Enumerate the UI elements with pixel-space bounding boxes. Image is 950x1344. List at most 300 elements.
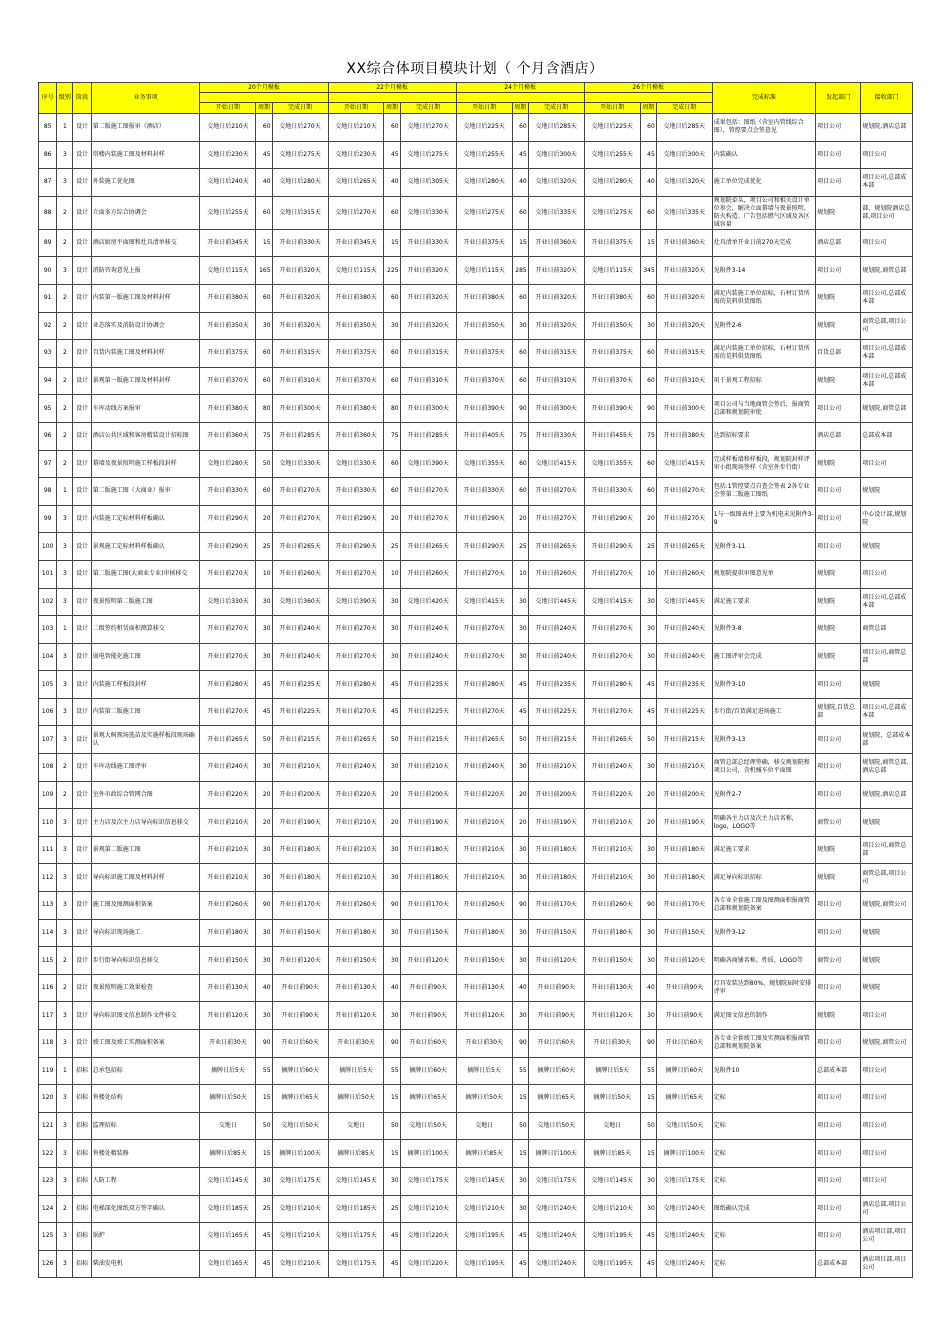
- receiving-dept: 规划院: [861, 974, 913, 1002]
- start-date: 开业日前150天: [200, 947, 256, 975]
- initiating-dept: 规划院,百货总部: [816, 698, 861, 726]
- row-task: 第二版施工图报审（酒店）: [91, 114, 200, 142]
- duration: 30: [640, 1002, 656, 1030]
- duration: 60: [384, 478, 400, 506]
- end-date: 开业日前320天: [656, 284, 712, 312]
- start-date: 开业日前150天: [328, 947, 384, 975]
- duration: 40: [256, 169, 272, 197]
- end-date: 开业日前330天: [272, 229, 328, 257]
- receiving-dept: 项目公司,总部成本部: [861, 169, 913, 197]
- start-date: 开业日前220天: [456, 781, 512, 809]
- end-date: 开业日前210天: [272, 754, 328, 782]
- receiving-dept: 规划院: [861, 671, 913, 699]
- start-date: 交地日后230天: [200, 141, 256, 169]
- end-date: 开业日前235天: [272, 671, 328, 699]
- end-date: 开业日前90天: [656, 974, 712, 1002]
- duration: 30: [384, 864, 400, 892]
- row-level: 1: [57, 1057, 73, 1085]
- start-date: 开业日前130天: [328, 974, 384, 1002]
- receiving-dept: 项目公司: [861, 1167, 913, 1195]
- row-task: 售楼处结构: [91, 1085, 200, 1113]
- duration: 30: [512, 919, 528, 947]
- row-task: 售楼处精装修: [91, 1140, 200, 1168]
- duration: 45: [640, 671, 656, 699]
- duration: 30: [512, 864, 528, 892]
- end-date: 交地日后445天: [656, 588, 712, 616]
- row-stage: 设计: [73, 809, 91, 837]
- end-date: 交地日后175天: [272, 1167, 328, 1195]
- start-date: 开业日前270天: [456, 560, 512, 588]
- row-seq: 114: [39, 919, 57, 947]
- end-date: 开业日前190天: [528, 809, 584, 837]
- start-date: 开业日前270天: [584, 616, 640, 644]
- end-date: 交地日后330天: [272, 450, 328, 478]
- row-seq: 111: [39, 836, 57, 864]
- completion-standard: 满足图文信息的制作: [712, 1002, 815, 1030]
- duration: 30: [512, 643, 528, 671]
- end-date: 开业日前225天: [400, 698, 456, 726]
- row-seq: 119: [39, 1057, 57, 1085]
- start-date: 开业日前120天: [328, 1002, 384, 1030]
- start-date: 交地日后115天: [200, 257, 256, 285]
- row-stage: 设计: [73, 284, 91, 312]
- duration: 25: [640, 533, 656, 561]
- table-row: [39, 809, 913, 837]
- duration: 30: [640, 1167, 656, 1195]
- duration: 30: [640, 947, 656, 975]
- end-date: 开业日前310天: [528, 367, 584, 395]
- row-level: 3: [57, 141, 73, 169]
- start-date: 交地日后240天: [200, 169, 256, 197]
- row-level: 3: [57, 1250, 73, 1278]
- end-date: 开业日前90天: [400, 1002, 456, 1030]
- header-template-26: 26个月模板: [584, 83, 712, 93]
- start-date: 开业日前350天: [584, 312, 640, 340]
- initiating-dept: 规划院: [816, 450, 861, 478]
- duration: 225: [384, 257, 400, 285]
- duration: 30: [640, 312, 656, 340]
- row-stage: 招标: [73, 1140, 91, 1168]
- table-row: [39, 312, 913, 340]
- end-date: 摘牌日后65天: [400, 1085, 456, 1113]
- row-task: 业态落实及消防设计协调会: [91, 312, 200, 340]
- start-date: 开业日前240天: [328, 754, 384, 782]
- row-task: 内装施工定标材料样板确认: [91, 505, 200, 533]
- start-date: 开业日前350天: [328, 312, 384, 340]
- end-date: 开业日前240天: [400, 643, 456, 671]
- duration: 45: [640, 141, 656, 169]
- duration: 45: [256, 671, 272, 699]
- start-date: 开业日前270天: [200, 698, 256, 726]
- receiving-dept: 项目公司: [861, 450, 913, 478]
- end-date: 交地日后285天: [656, 114, 712, 142]
- start-date: 摘牌日后5天: [456, 1057, 512, 1085]
- initiating-dept: 规划院: [816, 643, 861, 671]
- start-date: 开业日前210天: [200, 809, 256, 837]
- completion-standard: 灯具安装达到80%，规划院届时安排评审: [712, 974, 815, 1002]
- table-row: [39, 1085, 913, 1113]
- table-row: [39, 422, 913, 450]
- duration: 45: [384, 671, 400, 699]
- table-row: [39, 141, 913, 169]
- duration: 50: [256, 1112, 272, 1140]
- initiating-dept: 商管公司: [816, 947, 861, 975]
- end-date: 开业日前170天: [656, 892, 712, 920]
- initiating-dept: 项目公司: [816, 1030, 861, 1058]
- duration: 10: [512, 560, 528, 588]
- completion-standard: 见附件3-10: [712, 671, 815, 699]
- end-date: 交地日后175天: [528, 1167, 584, 1195]
- row-task: 内装第二版施工图: [91, 698, 200, 726]
- start-date: 开业日前380天: [456, 284, 512, 312]
- row-stage: 设计: [73, 588, 91, 616]
- end-date: 开业日前150天: [400, 919, 456, 947]
- end-date: 交地日后360天: [272, 588, 328, 616]
- end-date: 开业日前300天: [528, 395, 584, 423]
- end-date: 开业日前190天: [656, 809, 712, 837]
- table-row: [39, 588, 913, 616]
- end-date: 开业日前200天: [528, 781, 584, 809]
- row-level: 2: [57, 422, 73, 450]
- start-date: 交地日后115天: [328, 257, 384, 285]
- receiving-dept: 规划院,商管公司: [861, 892, 913, 920]
- duration: 25: [256, 533, 272, 561]
- row-stage: 设计: [73, 340, 91, 368]
- duration: 20: [512, 505, 528, 533]
- end-date: 交地日后240天: [656, 1250, 712, 1278]
- start-date: 开业日前405天: [456, 422, 512, 450]
- duration: 90: [640, 1030, 656, 1058]
- receiving-dept: 规划院,酒店总部: [861, 114, 913, 142]
- row-stage: 设计: [73, 560, 91, 588]
- start-date: 开业日前260天: [456, 892, 512, 920]
- header-duration: 周期: [512, 103, 528, 114]
- end-date: 开业日前215天: [528, 726, 584, 754]
- end-date: 开业日后60天: [272, 1030, 328, 1058]
- start-date: 开业日前210天: [200, 836, 256, 864]
- initiating-dept: 规划院: [816, 1002, 861, 1030]
- start-date: 开业日前265天: [584, 726, 640, 754]
- row-level: 3: [57, 169, 73, 197]
- duration: 30: [512, 836, 528, 864]
- duration: 30: [384, 1002, 400, 1030]
- row-stage: 招标: [73, 1112, 91, 1140]
- duration: 30: [256, 616, 272, 644]
- row-seq: 88: [39, 196, 57, 229]
- start-date: 开业日前220天: [200, 781, 256, 809]
- initiating-dept: 项目公司: [816, 1167, 861, 1195]
- row-seq: 92: [39, 312, 57, 340]
- row-stage: 设计: [73, 229, 91, 257]
- duration: 50: [256, 726, 272, 754]
- completion-standard: 定标: [712, 1140, 815, 1168]
- row-seq: 98: [39, 478, 57, 506]
- start-date: 交地日后115天: [456, 257, 512, 285]
- end-date: 摘牌日后65天: [528, 1085, 584, 1113]
- duration: 50: [512, 1112, 528, 1140]
- duration: 45: [640, 698, 656, 726]
- start-date: 开业日前260天: [200, 892, 256, 920]
- end-date: 开业日前180天: [656, 836, 712, 864]
- start-date: 开业日前290天: [200, 533, 256, 561]
- duration: 40: [640, 974, 656, 1002]
- receiving-dept: 项目公司,总部成本部: [861, 588, 913, 616]
- start-date: 交地日后415天: [456, 588, 512, 616]
- row-seq: 108: [39, 754, 57, 782]
- row-stage: 招标: [73, 1085, 91, 1113]
- row-level: 2: [57, 1195, 73, 1223]
- start-date: 开业日前370天: [328, 367, 384, 395]
- duration: 10: [384, 560, 400, 588]
- receiving-dept: 规划院: [861, 809, 913, 837]
- table-row: [39, 229, 913, 257]
- start-date: 开业日前360天: [328, 422, 384, 450]
- row-seq: 101: [39, 560, 57, 588]
- start-date: 开业日前210天: [328, 836, 384, 864]
- start-date: 摘牌日后50天: [328, 1085, 384, 1113]
- end-date: 开业日前265天: [400, 533, 456, 561]
- row-task: 导向标识现场施工: [91, 919, 200, 947]
- completion-standard: 各专业全套竣工图及实测面积报商管总部和规划院备案: [712, 1030, 815, 1058]
- receiving-dept: 酒店项目部,项目公司: [861, 1223, 913, 1251]
- duration: 15: [512, 1085, 528, 1113]
- table-row: [39, 1002, 913, 1030]
- start-date: 交地日后270天: [328, 196, 384, 229]
- completion-standard: 施工单位完成优化: [712, 169, 815, 197]
- table-row: [39, 284, 913, 312]
- end-date: 开业日前200天: [656, 781, 712, 809]
- duration: 60: [256, 196, 272, 229]
- duration: 20: [384, 505, 400, 533]
- end-date: 开业日前260天: [400, 560, 456, 588]
- row-stage: 设计: [73, 974, 91, 1002]
- completion-standard: 定标: [712, 1085, 815, 1113]
- row-stage: 设计: [73, 947, 91, 975]
- start-date: 开业日前265天: [328, 726, 384, 754]
- start-date: 开业日前380天: [328, 395, 384, 423]
- row-level: 3: [57, 1112, 73, 1140]
- end-date: 交地日后270天: [272, 114, 328, 142]
- receiving-dept: 规划院,商管总部,酒店总部: [861, 754, 913, 782]
- duration: 30: [640, 864, 656, 892]
- start-date: 交地日后145天: [456, 1167, 512, 1195]
- table-row: [39, 1250, 913, 1278]
- completion-standard: 规划院牵头，项目公司和相关设计单位参会，解决立面幕墙与夜景照明、防火构造、广告包括燃气区域及各区域容量: [712, 196, 815, 229]
- row-level: 3: [57, 809, 73, 837]
- duration: 90: [384, 892, 400, 920]
- end-date: 开业日前210天: [656, 754, 712, 782]
- row-stage: 设计: [73, 367, 91, 395]
- start-date: 交地日后210天: [584, 1195, 640, 1223]
- header-duration: 周期: [256, 103, 272, 114]
- row-level: 3: [57, 1002, 73, 1030]
- header-level: 级别: [57, 83, 73, 114]
- initiating-dept: 项目公司: [816, 919, 861, 947]
- completion-standard: 成果包括：图纸（含室内管线综合图），管控要点会签意见: [712, 114, 815, 142]
- completion-standard: 见附件10: [712, 1057, 815, 1085]
- start-date: 开业日前265天: [200, 726, 256, 754]
- end-date: 开业日前320天: [528, 257, 584, 285]
- end-date: 开业日前270天: [528, 505, 584, 533]
- duration: 15: [640, 229, 656, 257]
- start-date: 开业日前350天: [456, 312, 512, 340]
- end-date: 开业日前225天: [528, 698, 584, 726]
- start-date: 开业日前360天: [200, 422, 256, 450]
- start-date: 开业日前220天: [328, 781, 384, 809]
- start-date: 开业日前180天: [200, 919, 256, 947]
- start-date: 开业日前265天: [456, 726, 512, 754]
- receiving-dept: 总部成本部: [861, 422, 913, 450]
- receiving-dept: 规划院: [861, 478, 913, 506]
- end-date: 开业日前180天: [400, 836, 456, 864]
- end-date: 开业日前240天: [272, 616, 328, 644]
- duration: 30: [256, 1002, 272, 1030]
- start-date: 开业日前210天: [584, 864, 640, 892]
- initiating-dept: 项目公司: [816, 141, 861, 169]
- duration: 30: [384, 616, 400, 644]
- duration: 30: [640, 919, 656, 947]
- row-level: 1: [57, 616, 73, 644]
- duration: 90: [640, 395, 656, 423]
- duration: 60: [256, 284, 272, 312]
- duration: 20: [384, 809, 400, 837]
- row-task: 夜景照明第二版施工图: [91, 588, 200, 616]
- start-date: 开业日前350天: [200, 312, 256, 340]
- end-date: 开业日前265天: [656, 533, 712, 561]
- row-seq: 97: [39, 450, 57, 478]
- receiving-dept: 规划院: [861, 947, 913, 975]
- row-level: 2: [57, 312, 73, 340]
- table-row: [39, 643, 913, 671]
- row-stage: 设计: [73, 1002, 91, 1030]
- row-stage: 设计: [73, 450, 91, 478]
- completion-standard: 满足内装施工单位招标，石材订货所需的荒料供货图纸: [712, 340, 815, 368]
- end-date: 摘牌日后60天: [400, 1057, 456, 1085]
- initiating-dept: 商管公司: [816, 809, 861, 837]
- duration: 90: [512, 892, 528, 920]
- end-date: 开业日前260天: [656, 560, 712, 588]
- start-date: 摘牌日后50天: [200, 1085, 256, 1113]
- end-date: 摘牌日后60天: [272, 1057, 328, 1085]
- start-date: 交地日后280天: [200, 450, 256, 478]
- header-template-24: 24个月模板: [456, 83, 584, 93]
- duration: 75: [256, 422, 272, 450]
- duration: 45: [640, 1250, 656, 1278]
- start-date: 交地日后145天: [200, 1167, 256, 1195]
- row-seq: 115: [39, 947, 57, 975]
- header-duration: 周期: [384, 103, 400, 114]
- row-seq: 109: [39, 781, 57, 809]
- row-stage: 招标: [73, 1167, 91, 1195]
- end-date: 开业日前180天: [272, 864, 328, 892]
- start-date: 开业日前30天: [584, 1030, 640, 1058]
- receiving-dept: 规划院,商管总部: [861, 395, 913, 423]
- end-date: 开业日前210天: [528, 754, 584, 782]
- completion-standard: 1与一级图表并上要为机电末见附件3-9: [712, 505, 815, 533]
- row-seq: 116: [39, 974, 57, 1002]
- start-date: 开业日前390天: [456, 395, 512, 423]
- duration: 30: [512, 588, 528, 616]
- row-task: 车库动线施工图评审: [91, 754, 200, 782]
- duration: 285: [512, 257, 528, 285]
- start-date: 交地日后265天: [328, 169, 384, 197]
- end-date: 交地日后320天: [656, 169, 712, 197]
- header-start: 开始日期: [456, 103, 512, 114]
- start-date: 摘牌日后85天: [328, 1140, 384, 1168]
- completion-standard: 见附件2-7: [712, 781, 815, 809]
- receiving-dept: 项目公司,商管总部: [861, 836, 913, 864]
- start-date: 开业日前120天: [200, 1002, 256, 1030]
- receiving-dept: 规划院,商管公司: [861, 1030, 913, 1058]
- start-date: 开业日前210天: [456, 836, 512, 864]
- duration: 60: [384, 196, 400, 229]
- row-seq: 105: [39, 671, 57, 699]
- row-stage: 设计: [73, 505, 91, 533]
- end-date: 交地日后50天: [272, 1112, 328, 1140]
- header-duration: 周期: [640, 103, 656, 114]
- start-date: 交地日: [328, 1112, 384, 1140]
- duration: 60: [256, 367, 272, 395]
- header-start: 开始日期: [584, 103, 640, 114]
- end-date: 交地日后175天: [400, 1167, 456, 1195]
- row-task: 内装第一版施工图及材料封样: [91, 284, 200, 312]
- row-seq: 110: [39, 809, 57, 837]
- row-level: 3: [57, 533, 73, 561]
- duration: 30: [512, 947, 528, 975]
- duration: 20: [640, 505, 656, 533]
- row-seq: 123: [39, 1167, 57, 1195]
- duration: 20: [256, 809, 272, 837]
- start-date: 开业日前375天: [200, 340, 256, 368]
- end-date: 交地日后305天: [400, 169, 456, 197]
- row-seq: 100: [39, 533, 57, 561]
- row-stage: 设计: [73, 395, 91, 423]
- row-seq: 122: [39, 1140, 57, 1168]
- row-level: 3: [57, 257, 73, 285]
- duration: 90: [256, 1030, 272, 1058]
- start-date: 交地日后210天: [328, 114, 384, 142]
- duration: 30: [256, 919, 272, 947]
- duration: 60: [512, 196, 528, 229]
- row-level: 2: [57, 947, 73, 975]
- end-date: 开业日前270天: [400, 478, 456, 506]
- start-date: 开业日前290天: [584, 533, 640, 561]
- duration: 10: [256, 560, 272, 588]
- duration: 45: [384, 698, 400, 726]
- header-start: 开始日期: [328, 103, 384, 114]
- start-date: 开业日前30天: [200, 1030, 256, 1058]
- duration: 20: [256, 781, 272, 809]
- end-date: 开业日前360天: [656, 229, 712, 257]
- end-date: 开业日前240天: [528, 616, 584, 644]
- start-date: 开业日前290天: [456, 533, 512, 561]
- duration: 25: [256, 1195, 272, 1223]
- row-level: 2: [57, 781, 73, 809]
- row-stage: 设计: [73, 726, 91, 754]
- initiating-dept: 项目公司: [816, 1223, 861, 1251]
- row-seq: 121: [39, 1112, 57, 1140]
- end-date: 开业日前235天: [656, 671, 712, 699]
- initiating-dept: 项目公司: [816, 1085, 861, 1113]
- table-row: [39, 478, 913, 506]
- row-task: 景观施工定标材料样板确认: [91, 533, 200, 561]
- duration: 15: [384, 229, 400, 257]
- start-date: 开业日前220天: [584, 781, 640, 809]
- completion-standard: 定标: [712, 1167, 815, 1195]
- start-date: 开业日前380天: [328, 284, 384, 312]
- end-date: 开业日前260天: [272, 560, 328, 588]
- duration: 20: [512, 809, 528, 837]
